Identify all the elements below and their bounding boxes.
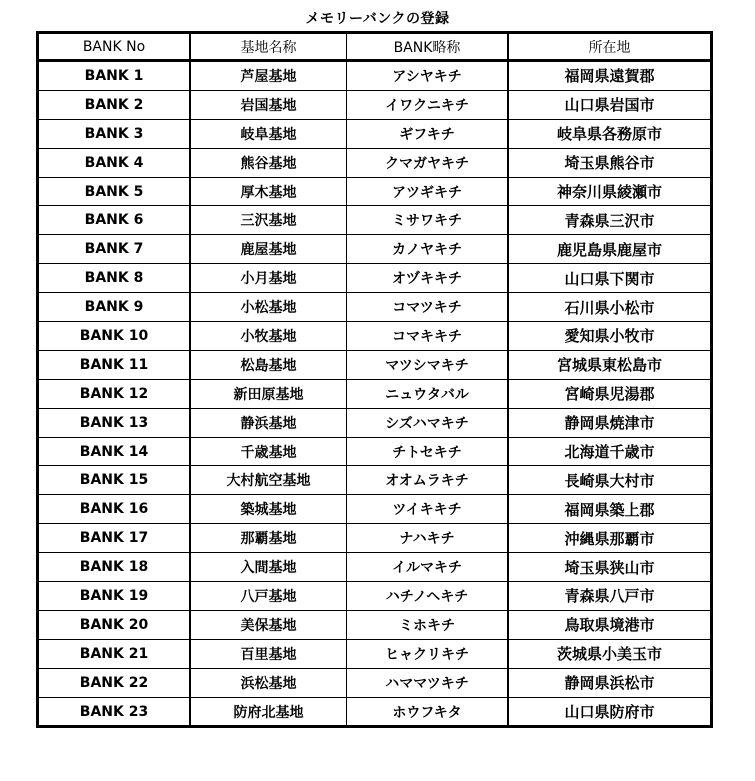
page-title: メモリーバンクの登録 <box>305 11 450 27</box>
bank-no-cell: BANK 11 <box>38 350 191 379</box>
bank-abbreviation-cell: オヅキキチ <box>347 264 509 293</box>
table-row <box>38 639 712 668</box>
bank-abbreviation-cell: イルマキチ <box>347 553 509 582</box>
location-cell: 鹿児島県鹿屋市 <box>508 235 712 264</box>
bank-no-cell: BANK 17 <box>38 524 191 553</box>
table-row <box>38 582 712 611</box>
bank-abbreviation-cell: ギフキチ <box>347 119 509 148</box>
table-row <box>38 206 712 235</box>
base-name-cell: 千歳基地 <box>190 437 347 466</box>
table-row <box>38 495 712 524</box>
bank-no-cell: BANK 9 <box>38 293 191 322</box>
base-name-cell: 八戸基地 <box>190 582 347 611</box>
table-row <box>38 408 712 437</box>
bank-abbreviation-cell: ホウフキタ <box>347 697 509 727</box>
bank-abbreviation-cell: ミホキチ <box>347 610 509 639</box>
table-row <box>38 177 712 206</box>
location-cell: 静岡県浜松市 <box>508 668 712 697</box>
location-cell: 長崎県大村市 <box>508 466 712 495</box>
bank-abbreviation-cell: コマツキチ <box>347 293 509 322</box>
bank-abbreviation-cell: マツシマキチ <box>347 350 509 379</box>
table-row <box>38 524 712 553</box>
bank-no-cell: BANK 3 <box>38 119 191 148</box>
location-cell: 岐阜県各務原市 <box>508 119 712 148</box>
bank-abbreviation-cell: ニュウタバル <box>347 379 509 408</box>
header-bank-abbreviation: BANK略称 <box>347 33 509 61</box>
bank-abbreviation-cell: オオムラキチ <box>347 466 509 495</box>
location-cell: 茨城県小美玉市 <box>508 639 712 668</box>
location-cell: 沖縄県那覇市 <box>508 524 712 553</box>
location-cell: 山口県岩国市 <box>508 90 712 119</box>
bank-no-cell: BANK 22 <box>38 668 191 697</box>
table-row <box>38 119 712 148</box>
base-name-cell: 厚木基地 <box>190 177 347 206</box>
base-name-cell: 三沢基地 <box>190 206 347 235</box>
base-name-cell: 岐阜基地 <box>190 119 347 148</box>
base-name-cell: 鹿屋基地 <box>190 235 347 264</box>
base-name-cell: 熊谷基地 <box>190 148 347 177</box>
memory-bank-table <box>36 31 713 728</box>
bank-no-cell: BANK 18 <box>38 553 191 582</box>
table-row <box>38 668 712 697</box>
bank-no-cell: BANK 5 <box>38 177 191 206</box>
location-cell: 福岡県築上郡 <box>508 495 712 524</box>
bank-abbreviation-cell: ハチノヘキチ <box>347 582 509 611</box>
location-cell: 北海道千歳市 <box>508 437 712 466</box>
location-cell: 石川県小松市 <box>508 293 712 322</box>
bank-abbreviation-cell: ナハキチ <box>347 524 509 553</box>
table-row <box>38 466 712 495</box>
table-row <box>38 350 712 379</box>
location-cell: 埼玉県狭山市 <box>508 553 712 582</box>
table-row <box>38 379 712 408</box>
table-body <box>38 61 712 727</box>
base-name-cell: 芦屋基地 <box>190 61 347 91</box>
header-location: 所在地 <box>508 33 712 61</box>
location-cell: 神奈川県綾瀬市 <box>508 177 712 206</box>
location-cell: 宮崎県児湯郡 <box>508 379 712 408</box>
base-name-cell: 入間基地 <box>190 553 347 582</box>
bank-no-cell: BANK 4 <box>38 148 191 177</box>
base-name-cell: 小松基地 <box>190 293 347 322</box>
bank-no-cell: BANK 1 <box>38 61 191 91</box>
location-cell: 宮城県東松島市 <box>508 350 712 379</box>
bank-no-cell: BANK 19 <box>38 582 191 611</box>
table-row <box>38 553 712 582</box>
bank-no-cell: BANK 16 <box>38 495 191 524</box>
bank-abbreviation-cell: シズハマキチ <box>347 408 509 437</box>
base-name-cell: 岩国基地 <box>190 90 347 119</box>
base-name-cell: 百里基地 <box>190 639 347 668</box>
bank-abbreviation-cell: コマキキチ <box>347 322 509 351</box>
base-name-cell: 小月基地 <box>190 264 347 293</box>
base-name-cell: 築城基地 <box>190 495 347 524</box>
base-name-cell: 新田原基地 <box>190 379 347 408</box>
table-row <box>38 61 712 91</box>
bank-no-cell: BANK 8 <box>38 264 191 293</box>
bank-no-cell: BANK 12 <box>38 379 191 408</box>
location-cell: 埼玉県熊谷市 <box>508 148 712 177</box>
table-header-row <box>38 33 712 61</box>
location-cell: 青森県三沢市 <box>508 206 712 235</box>
bank-no-cell: BANK 10 <box>38 322 191 351</box>
bank-no-cell: BANK 13 <box>38 408 191 437</box>
location-cell: 青森県八戸市 <box>508 582 712 611</box>
location-cell: 鳥取県境港市 <box>508 610 712 639</box>
location-cell: 静岡県焼津市 <box>508 408 712 437</box>
header-base-name: 基地名称 <box>190 33 347 61</box>
bank-no-cell: BANK 15 <box>38 466 191 495</box>
base-name-cell: 小牧基地 <box>190 322 347 351</box>
bank-no-cell: BANK 7 <box>38 235 191 264</box>
table-row <box>38 264 712 293</box>
table-row <box>38 322 712 351</box>
bank-no-cell: BANK 14 <box>38 437 191 466</box>
table-row <box>38 90 712 119</box>
location-cell: 山口県下関市 <box>508 264 712 293</box>
bank-abbreviation-cell: ミサワキチ <box>347 206 509 235</box>
bank-abbreviation-cell: ハママツキチ <box>347 668 509 697</box>
table-row <box>38 697 712 727</box>
location-cell: 福岡県遠賀郡 <box>508 61 712 91</box>
base-name-cell: 防府北基地 <box>190 697 347 727</box>
bank-abbreviation-cell: ツイキキチ <box>347 495 509 524</box>
bank-abbreviation-cell: アシヤキチ <box>347 61 509 91</box>
base-name-cell: 松島基地 <box>190 350 347 379</box>
base-name-cell: 大村航空基地 <box>190 466 347 495</box>
table-row <box>38 235 712 264</box>
bank-no-cell: BANK 20 <box>38 610 191 639</box>
bank-no-cell: BANK 21 <box>38 639 191 668</box>
table-row <box>38 437 712 466</box>
base-name-cell: 静浜基地 <box>190 408 347 437</box>
bank-no-cell: BANK 23 <box>38 697 191 727</box>
bank-abbreviation-cell: クマガヤキチ <box>347 148 509 177</box>
base-name-cell: 美保基地 <box>190 610 347 639</box>
table-row <box>38 610 712 639</box>
bank-abbreviation-cell: アツギキチ <box>347 177 509 206</box>
bank-abbreviation-cell: イワクニキチ <box>347 90 509 119</box>
header-bank-no: BANK No <box>38 33 191 61</box>
table-row <box>38 148 712 177</box>
base-name-cell: 那覇基地 <box>190 524 347 553</box>
table-row <box>38 293 712 322</box>
location-cell: 愛知県小牧市 <box>508 322 712 351</box>
bank-no-cell: BANK 6 <box>38 206 191 235</box>
bank-abbreviation-cell: チトセキチ <box>347 437 509 466</box>
base-name-cell: 浜松基地 <box>190 668 347 697</box>
bank-abbreviation-cell: カノヤキチ <box>347 235 509 264</box>
bank-abbreviation-cell: ヒャクリキチ <box>347 639 509 668</box>
location-cell: 山口県防府市 <box>508 697 712 727</box>
bank-no-cell: BANK 2 <box>38 90 191 119</box>
